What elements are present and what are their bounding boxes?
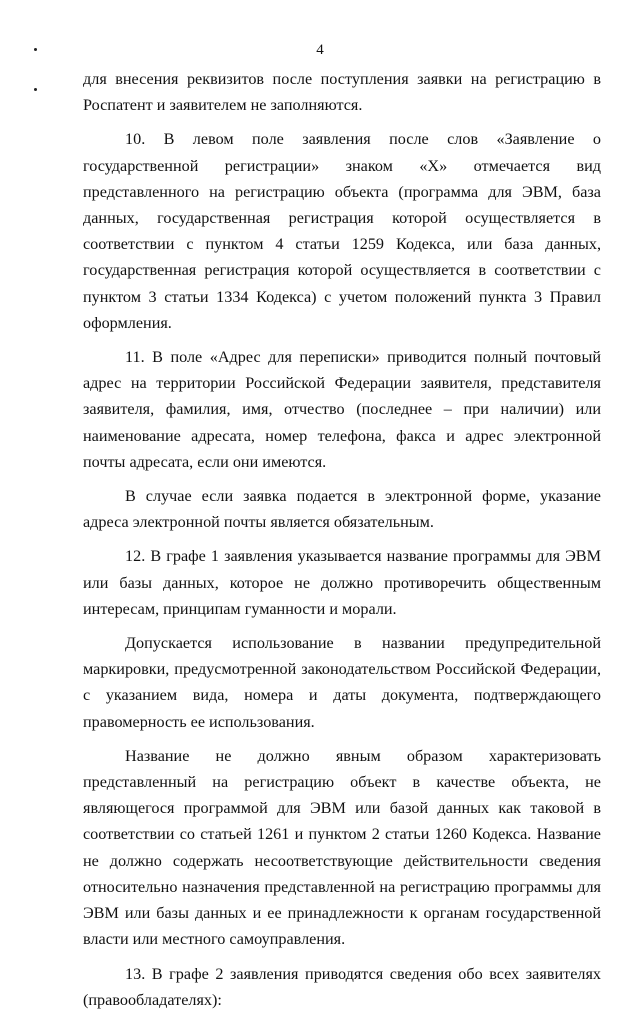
scan-mark xyxy=(34,88,37,91)
document-body xyxy=(83,66,601,1013)
page-number: 4 xyxy=(316,42,324,58)
paragraph: 12. В графе 1 заявления указывается название программы для ЭВМ или базы данных, которое не должно противоречить общественным интересам, принципам гуманности и морали. xyxy=(83,547,601,618)
paragraph: Допускается использование в названии предупредительной маркировки, предусмотренной законодательством Российской Федерации, с указанием вида, номера и даты документа, подтверждающего правомерность ее использования. xyxy=(83,634,601,731)
paragraph: для внесения реквизитов после поступления заявки на регистрацию в Роспатент и заявителем не заполняются. xyxy=(83,70,601,115)
paragraph: 10. В левом поле заявления после слов «Заявление о государственной регистрации» знаком «Х» отмечается вид представленного на регистрацию объекта (программа для ЭВМ, база данных, государственная регистрация которой осуществляется в соответствии с пунктом 4 статьи 1259 Кодекса, или база данных, государственная регистрация которой осуществляется в соответствии с пунктом 3 статьи 1334 Кодекса) с учетом положений пункта 3 Правил оформления. xyxy=(83,130,601,332)
paragraph: Название не должно явным образом характеризовать представленный на регистрацию объект в качестве объекта, не являющегося программой для ЭВМ или базой данных как таковой в соответствии со статьей 1261 и пунктом 2 статьи 1260 Кодекса. Название не должно содержать несоответствующие действительности сведения относительно назначения представленной на регистрацию программы для ЭВМ или базы данных и ее принадлежности к органам государственной власти или местного самоуправления. xyxy=(83,746,601,949)
paragraph: В случае если заявка подается в электронной форме, указание адреса электронной почты является обязательным. xyxy=(83,487,601,532)
paragraph: 13. В графе 2 заявления приводятся сведения обо всех заявителях (правообладателях): xyxy=(83,964,601,1009)
paragraph: 11. В поле «Адрес для переписки» приводится полный почтовый адрес на территории Российской Федерации заявителя, представителя заявителя, фамилия, имя, отчество (последнее – при наличии) или наименование адресата, номер телефона, факса и адрес электронной почты адресата, если они имеются. xyxy=(83,348,601,471)
